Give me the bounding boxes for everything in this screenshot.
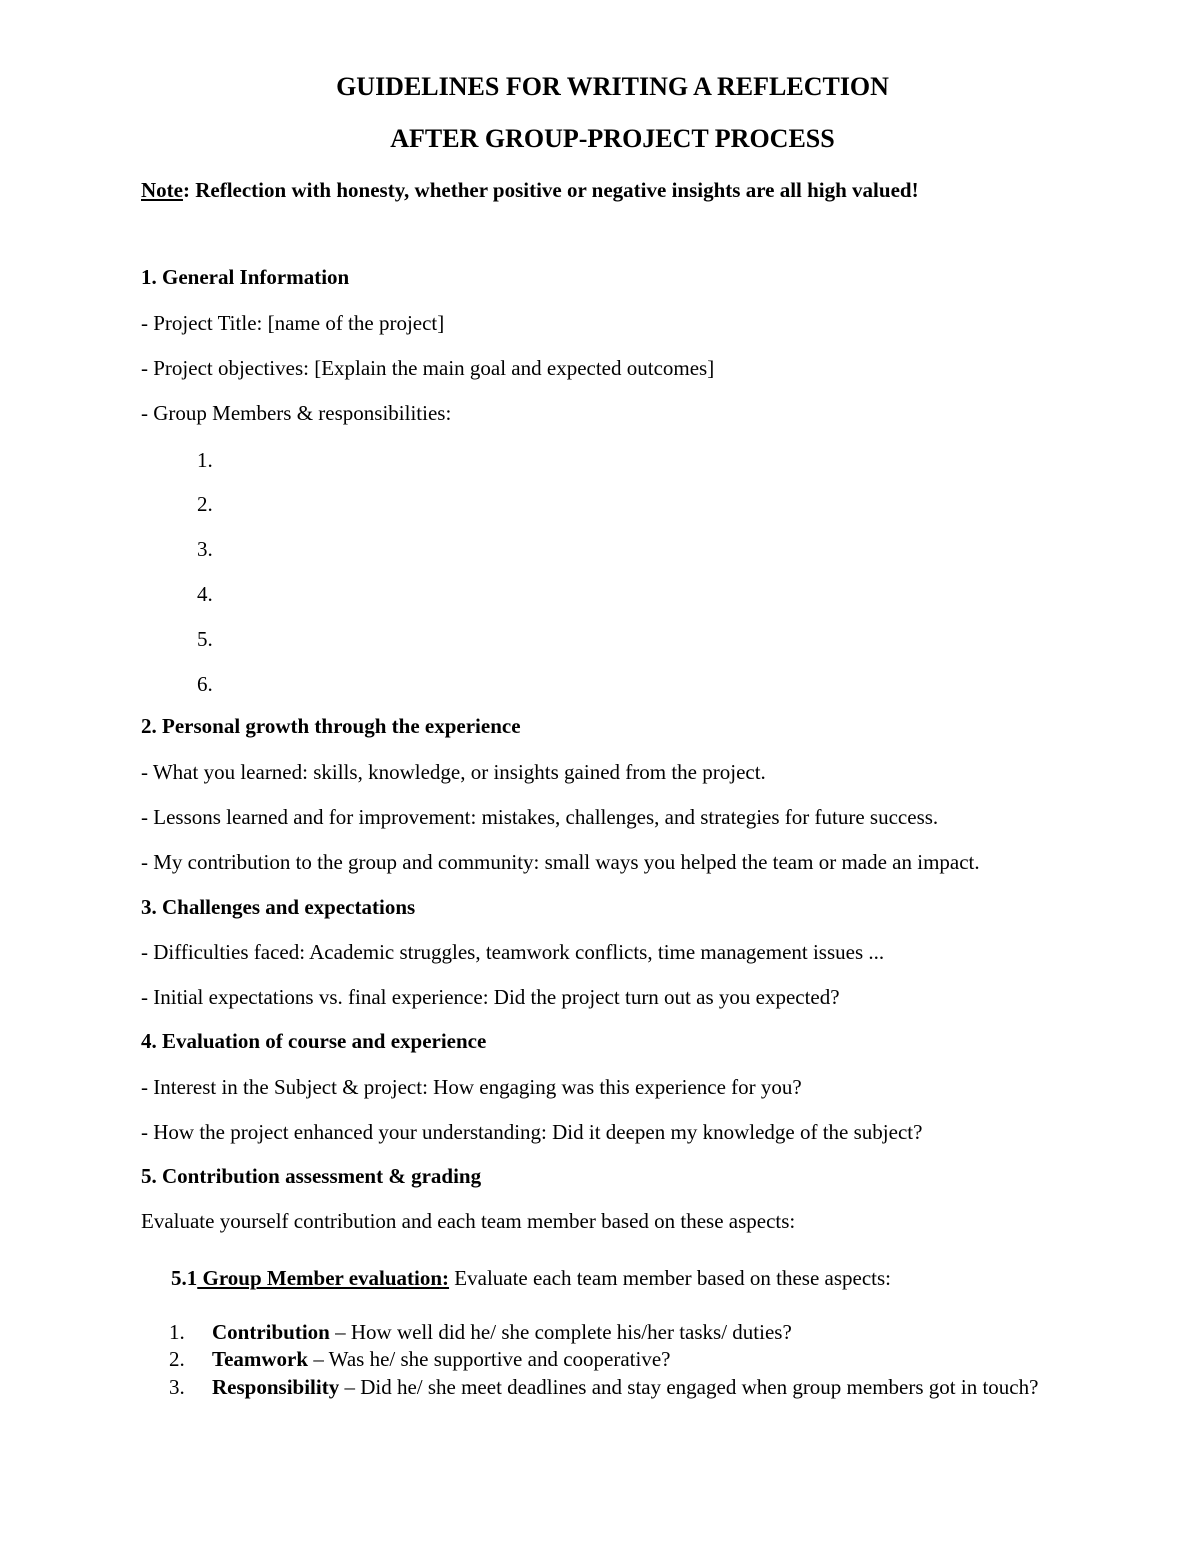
criterion-term: Contribution [212,1320,330,1344]
section-4-item: - How the project enhanced your understanding: Did it deepen my knowledge of the subject? [141,1120,923,1144]
section-5-intro: Evaluate yourself contribution and each team member based on these aspects: [141,1209,796,1233]
section-2-item: - Lessons learned and for improvement: mistakes, challenges, and strategies for future success. [141,805,939,829]
section-2-heading: 2. Personal growth through the experience [141,714,521,738]
criterion-text: – Did he/ she meet deadlines and stay engaged when group members got in touch? [339,1375,1039,1399]
section-3-item: - Difficulties faced: Academic struggles, teamwork conflicts, time management issues ... [141,940,885,964]
section-4-heading: 4. Evaluation of course and experience [141,1029,487,1053]
note-label: Note [141,178,183,202]
section-1-item: - Project Title: [name of the project] [141,311,445,335]
criterion-text: – How well did he/ she complete his/her tasks/ duties? [329,1320,792,1344]
member-number: 4. [197,582,213,606]
subsection-text: Evaluate each team member based on these aspects: [449,1266,892,1290]
section-2-item: - What you learned: skills, knowledge, or insights gained from the project. [141,760,766,784]
member-number: 1. [197,448,213,472]
section-2-item: - My contribution to the group and community: small ways you helped the team or made an impact. [141,850,980,874]
member-number: 3. [197,537,213,561]
criterion-number: 1. [169,1320,185,1344]
section-1-item: - Project objectives: [Explain the main goal and expected outcomes] [141,356,715,380]
criterion-term: Responsibility [212,1375,340,1399]
title-line-1: GUIDELINES FOR WRITING A REFLECTION [336,72,889,101]
section-4-item: - Interest in the Subject & project: How engaging was this experience for you? [141,1075,802,1099]
note [141,178,919,203]
criterion-text: – Was he/ she supportive and cooperative? [308,1347,671,1371]
section-5-heading: 5. Contribution assessment & grading [141,1164,482,1188]
section-1-heading: 1. General Information [141,265,350,289]
section-3-item: - Initial expectations vs. final experience: Did the project turn out as you expected? [141,985,840,1009]
subsection-number: 5.1 [171,1266,198,1290]
criterion-item [169,1347,670,1372]
criterion-term: Teamwork [212,1347,309,1371]
criterion-item [141,1373,1084,1401]
criterion-item [169,1320,792,1345]
subsection-label: Group Member evaluation: [197,1266,450,1290]
section-1-item: - Group Members & responsibilities: [141,401,452,425]
criterion-number: 2. [169,1347,185,1371]
member-number: 5. [197,627,213,651]
criterion-number: 3. [169,1375,185,1399]
note-text: : Reflection with honesty, whether positive or negative insights are all high valued! [182,178,919,202]
member-number: 6. [197,672,213,696]
title-line-2: AFTER GROUP-PROJECT PROCESS [390,124,835,153]
member-number: 2. [197,492,213,516]
subsection-5-1 [171,1266,891,1291]
section-3-heading: 3. Challenges and expectations [141,895,416,919]
